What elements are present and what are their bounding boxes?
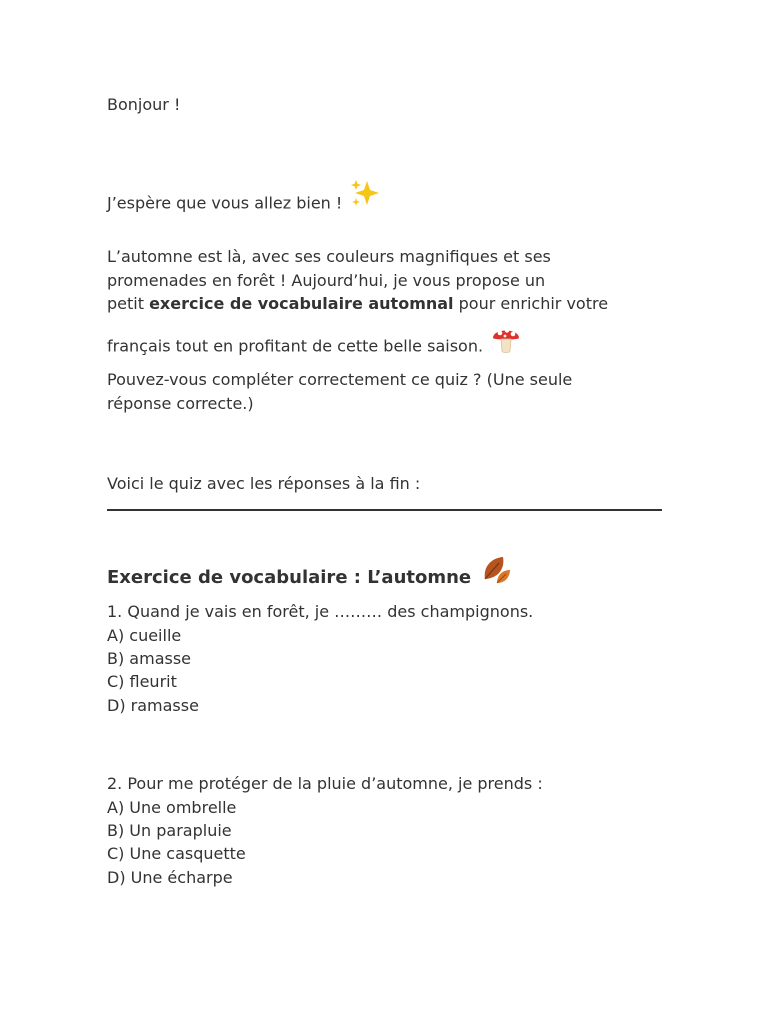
exercise-title-line	[107, 556, 513, 590]
question-1-option-a: A) cueille	[107, 625, 182, 645]
intro-line-3-before: petit	[107, 294, 150, 313]
intro-bold-phrase: exercice de vocabulaire automnal	[149, 294, 454, 313]
question-1-option-d: D) ramasse	[107, 695, 199, 715]
quiz-intro: Voici le quiz avec les réponses à la fin :	[107, 474, 421, 493]
horizontal-divider	[107, 509, 662, 511]
question-2-prompt: 2. Pour me protéger de la pluie d’automne, je prends :	[107, 774, 543, 793]
question-2-option-d: D) Une écharpe	[107, 867, 233, 887]
question-1-prompt: 1. Quand je vais en forêt, je ……… des champignons.	[107, 602, 534, 621]
intro-line-4-text: français tout en profitant de cette belle saison.	[107, 336, 484, 356]
question-intro-line-1: Pouvez-vous compléter correctement ce quiz ? (Une seule	[107, 370, 573, 389]
intro-line-3-after: pour enrichir votre	[453, 294, 609, 313]
intro-line-2: promenades en forêt ! Aujourd’hui, je vous propose un	[107, 270, 546, 290]
intro-line-4	[107, 326, 522, 358]
greeting: Bonjour !	[107, 95, 181, 114]
question-2-option-a: A) Une ombrelle	[107, 797, 237, 817]
wish-line	[107, 183, 381, 215]
question-2-option-c: C) Une casquette	[107, 844, 246, 863]
exercise-title: Exercice de vocabulaire : L’automne	[107, 567, 472, 588]
sparkles-icon	[349, 178, 381, 210]
question-1-option-b: B) amasse	[107, 649, 192, 668]
fallen-leaf-icon	[479, 553, 513, 587]
question-intro-line-2: réponse correcte.)	[107, 393, 254, 413]
wish-text: J’espère que vous allez bien !	[107, 193, 343, 213]
intro-line-1: L’automne est là, avec ses couleurs magnifiques et ses	[107, 247, 551, 266]
mushroom-icon	[490, 322, 522, 354]
question-2-option-b: B) Un parapluie	[107, 821, 232, 840]
question-1-option-c: C) fleurit	[107, 672, 177, 691]
intro-line-3	[107, 292, 608, 316]
